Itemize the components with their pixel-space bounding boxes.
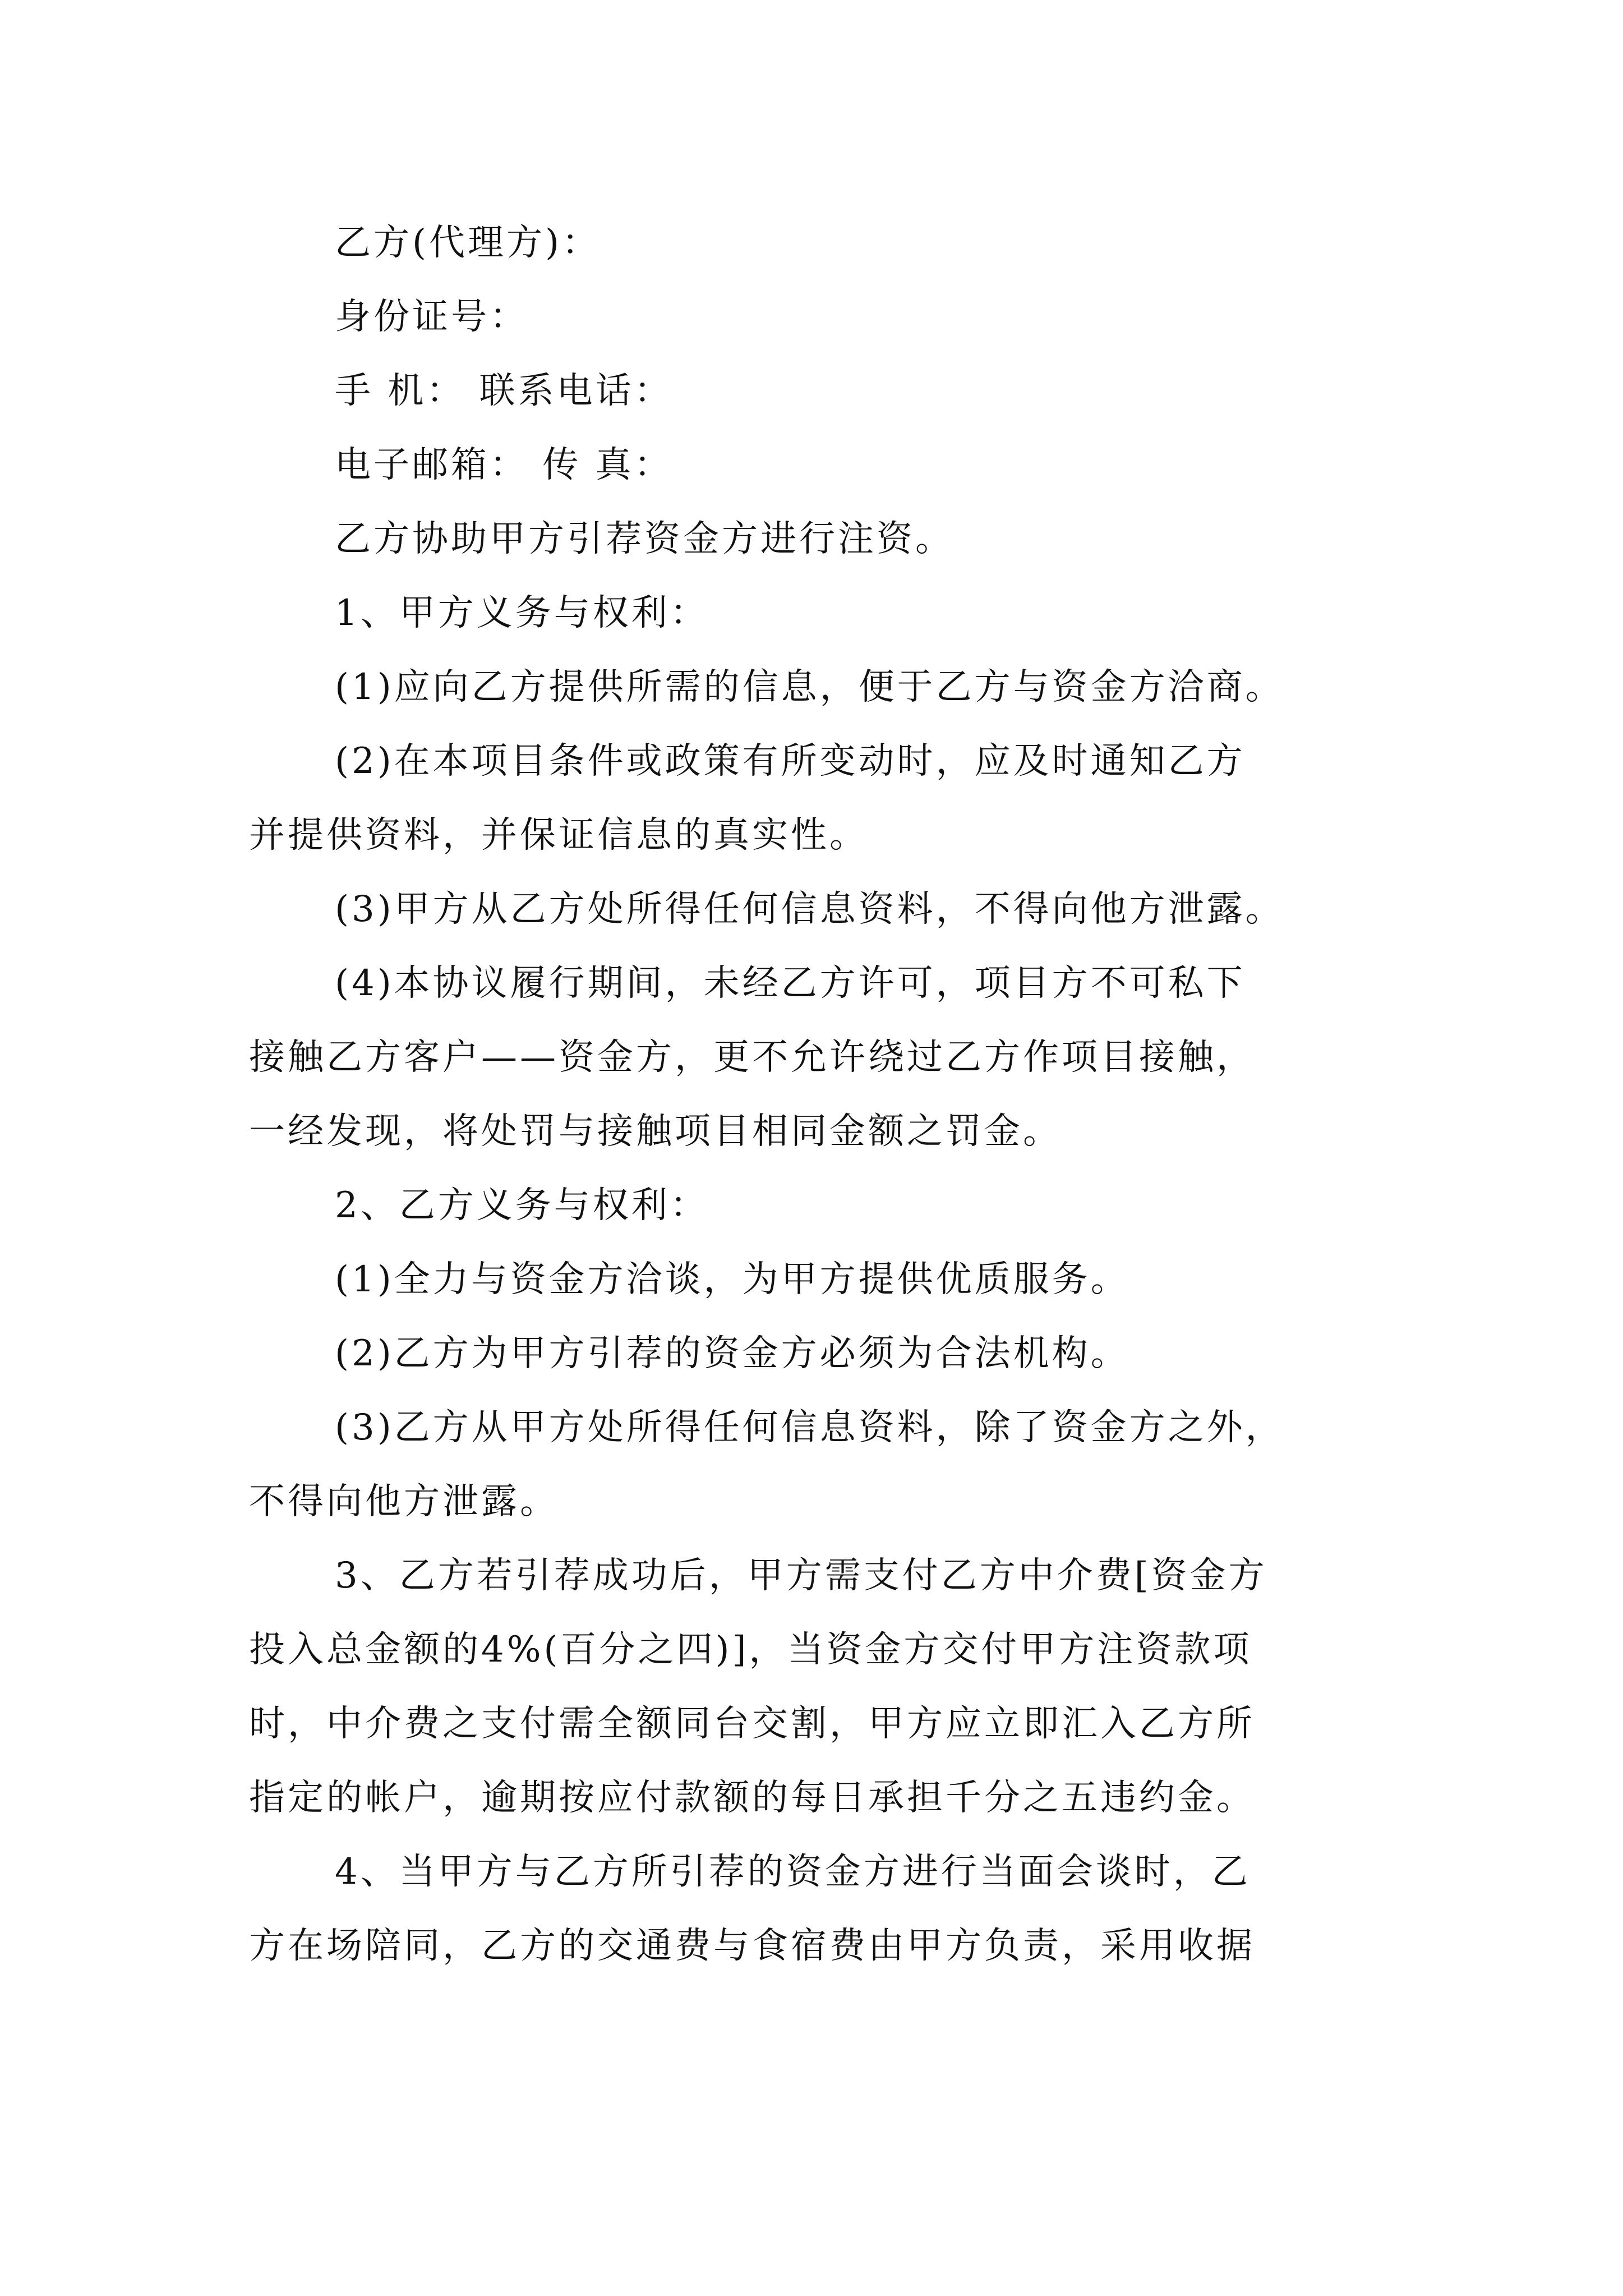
clause-1-4-line3: 一经发现，将处罚与接触项目相同金额之罚金。	[249, 1111, 1062, 1152]
intro-paragraph: 乙方协助甲方引荐资金方进行注资。	[335, 518, 954, 560]
section-1-heading: 1、甲方义务与权利：	[335, 592, 709, 634]
clause-2-3-line1: (3)乙方从甲方处所得任何信息资料，除了资金方之外，	[335, 1407, 1284, 1448]
clause-1-2-line1: (2)在本项目条件或政策有所变动时，应及时通知乙方	[335, 740, 1246, 782]
clause-1-1: (1)应向乙方提供所需的信息，便于乙方与资金方洽商。	[335, 666, 1284, 708]
section-3-line1: 3、乙方若引荐成功后，甲方需支付乙方中介费[资金方	[335, 1555, 1267, 1596]
section-3-line4: 指定的帐户，逾期按应付款额的每日承担千分之五违约金。	[249, 1777, 1255, 1819]
phone-label: 手 机： 联系电话：	[335, 370, 673, 412]
section-4-line1: 4、当甲方与乙方所引荐的资金方进行当面会谈时，乙	[335, 1851, 1251, 1893]
clause-2-3-line2: 不得向他方泄露。	[249, 1481, 559, 1522]
party-b-label: 乙方(代理方)：	[335, 222, 601, 264]
clause-1-2-line2: 并提供资料，并保证信息的真实性。	[249, 815, 868, 856]
clause-1-4-line2: 接触乙方客户——资金方，更不允许绕过乙方作项目接触，	[249, 1037, 1255, 1078]
id-number-label: 身份证号：	[335, 296, 528, 338]
clause-1-4-line1: (4)本协议履行期间，未经乙方许可，项目方不可私下	[335, 963, 1246, 1004]
clause-1-3: (3)甲方从乙方处所得任何信息资料，不得向他方泄露。	[335, 889, 1284, 930]
section-4-line2: 方在场陪同，乙方的交通费与食宿费由甲方负责，采用收据	[249, 1925, 1255, 1967]
section-3-line2: 投入总金额的4%(百分之四)]，当资金方交付甲方注资款项	[249, 1629, 1252, 1671]
section-2-heading: 2、乙方义务与权利：	[335, 1185, 709, 1226]
email-fax-label: 电子邮箱： 传 真：	[335, 444, 673, 486]
section-3-line3: 时，中介费之支付需全额同台交割，甲方应立即汇入乙方所	[249, 1703, 1255, 1745]
clause-2-1: (1)全力与资金方洽谈，为甲方提供优质服务。	[335, 1259, 1129, 1300]
clause-2-2: (2)乙方为甲方引荐的资金方必须为合法机构。	[335, 1333, 1129, 1374]
